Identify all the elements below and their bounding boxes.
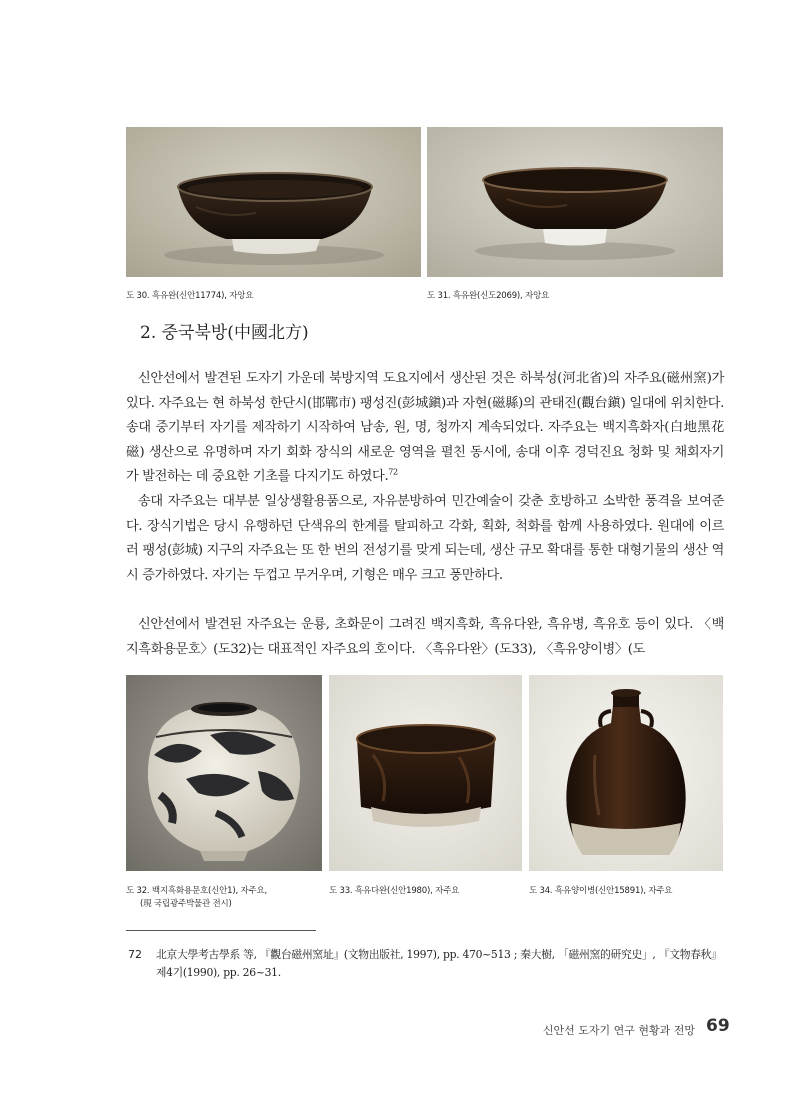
caption-fig31: 도 31. 흑유완(신도2069), 자앙요 [427, 291, 550, 301]
caption-fig32-line2: (現 국립광주박물관 전시) [140, 899, 232, 909]
footnote-number: 72 [128, 948, 142, 961]
paragraph-1 [126, 367, 724, 490]
caption-fig34: 도 34. 흑유양이병(신안15891), 자주요 [529, 886, 673, 896]
footnote-divider [126, 930, 316, 931]
running-title: 신안선 도자기 연구 현황과 전망 [542, 1024, 695, 1037]
caption-fig32-line1: 도 32. 백지흑화용문호(신안1), 자주요, [126, 886, 268, 896]
photo-black-glazed-bowl-31 [427, 127, 723, 277]
photo-black-glazed-tea-bowl-33 [329, 675, 522, 871]
paragraph-1-text: 신안선에서 발견된 도자기 가운데 북방지역 도요지에서 생산된 것은 하북성(河北省)의 자주요(磁州窯)가 있다. 자주요는 현 하북성 한단시(邯鄲市) 팽성진(彭城鎭)과 자현(磁縣)의 관태진(觀台鎭) 일대에 위치한다. 송대 중기부터 자기를 제작하기 시작하여 남송, 원, 명, 청까지 계속되었다. 자주요는 백지흑화자(白地黑花磁) 생산으로 유명하며 자기 회화 장식의 새로운 영역을 펼친 동시에, 송대 이후 경덕진요 청화 및 채회자기가 발전하는 데 중요한 기초를 다지기도 하였다. [126, 371, 724, 485]
caption-fig33: 도 33. 흑유다완(신안1980), 자주요 [329, 886, 460, 896]
section-heading: 2. 중국북방(中國北方) [140, 323, 309, 343]
photo-black-glazed-bottle-34 [529, 675, 723, 871]
caption-fig30: 도 30. 흑유완(신안11774), 자앙요 [126, 291, 254, 301]
photo-black-glazed-bowl-30 [126, 127, 421, 277]
footnote-ref-72: 72 [388, 467, 398, 477]
photo-dragon-jar-32 [126, 675, 322, 871]
page-number: 69 [706, 1016, 730, 1036]
paragraph-2: 송대 자주요는 대부분 일상생활용품으로, 자유분방하여 민간예술이 갖춘 호방하고 소박한 풍격을 보여준다. 장식기법은 당시 유행하던 단색유의 한계를 탈피하고 각화, 획화, 척화를 함께 사용하였다. 원대에 이르러 팽성(彭城) 지구의 자주요는 또 한 번의 전성기를 맞게 되는데, 생산 규모 확대를 통한 대형기물의 생산 역시 증가하였다. 자기는 두껍고 무거우며, 기형은 매우 크고 풍만하다. [126, 494, 724, 583]
footnote-text: 北京大學考古學系 等, 『觀台磁州窯址』(文物出版社, 1997), pp. 470~513 ; 秦大樹, 「磁州窯的研究史」, 『文物春秋』 제4기(1990), pp. 26~31. [156, 948, 722, 979]
paragraph-3: 신안선에서 발견된 자주요는 운룡, 초화문이 그려진 백지흑화, 흑유다완, 흑유병, 흑유호 등이 있다. 〈백지흑화용문호〉(도32)는 대표적인 자주요의 호이다. 〈흑유다완〉(도33), 〈흑유양이병〉(도 [126, 617, 724, 657]
